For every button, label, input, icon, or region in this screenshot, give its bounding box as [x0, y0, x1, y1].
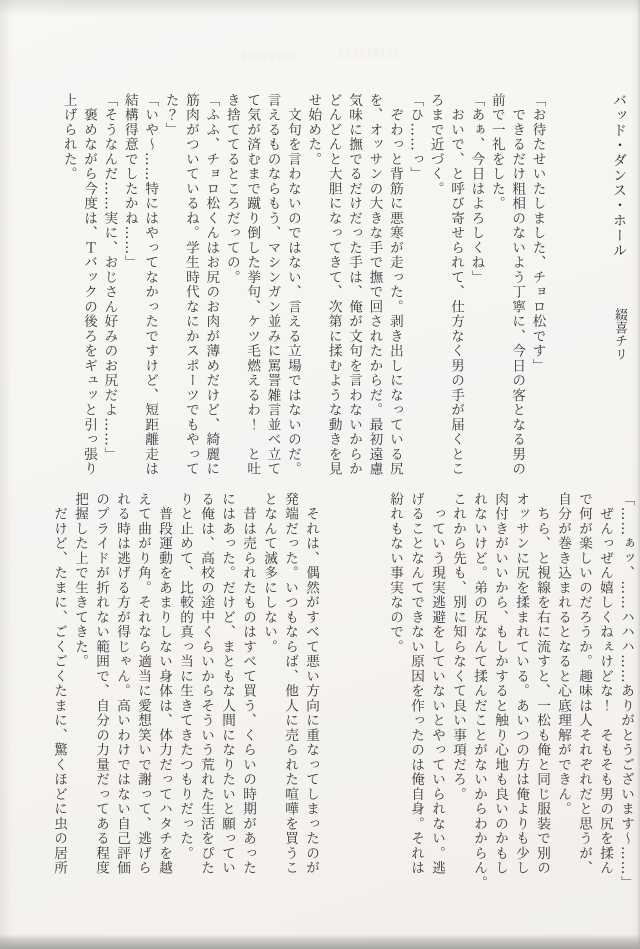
- lower-text-band: [48, 492, 636, 891]
- text-column: のプライドが折れない範囲で、自分の力量だってある程度: [93, 492, 109, 876]
- text-column: き捨ててるところだっての。: [223, 93, 240, 285]
- text-column: ぜんっぜん嬉しくねぇけどな！ そもそも男の尻を揉ん: [597, 492, 613, 876]
- text-column: 前で一礼をした。: [488, 93, 505, 211]
- text-column: オッサンに尻を揉まれている。あいつの方は俺よりも少し: [513, 492, 529, 876]
- text-column: 褒めながら今度は、Ｔバックの後ろをギュッと引っ張り: [81, 93, 98, 477]
- blank-column: [342, 492, 363, 876]
- text-column: おいで、と呼び寄せられて、仕方なく男の手が届くとこ: [448, 93, 465, 477]
- blank-column: [363, 492, 384, 876]
- text-column: 「お待たせいたしました、チョロ松です」: [529, 93, 546, 374]
- text-column: た？」: [162, 93, 179, 138]
- text-column: 「……ぁッ、……ハハハ……ありがとうございます〜……」: [618, 492, 634, 891]
- page-showthrough: [340, 49, 402, 58]
- text-column: できるだけ粗相のないよう丁寧に、今日の客となる男の: [509, 93, 526, 477]
- blank-column: [321, 492, 342, 876]
- text-column: それは、偶然がすべて悪い方向に重なってしまったのが: [303, 492, 319, 876]
- text-column: 発端だった。いつもならば、他人に売られた喧嘩を買うこ: [282, 492, 298, 876]
- text-column: 気味に撫でるだけだった手は、俺が文句を言わないからか: [346, 93, 363, 477]
- text-column: 「ふふ、チョロ松くんはお尻のお肉が薄めだけど、綺麗に: [203, 93, 220, 477]
- text-column: 上げられた。: [60, 93, 77, 182]
- text-column: 言えるものならもう、マシンガン並みに罵詈雑言並べ立て: [264, 93, 281, 477]
- text-column: る俺は、高校の途中くらいからそういう荒れた生活をぴた: [198, 492, 214, 876]
- text-column: 把握した上で生きてきた。: [72, 492, 88, 669]
- upper-text-band: [58, 93, 629, 477]
- text-column: て気が済むまで蹴り倒した挙句、ケツ毛燃えるわ！ と吐: [244, 93, 261, 477]
- text-column: ろまで近づく。: [427, 93, 444, 197]
- text-column: せ始めた。: [305, 93, 322, 167]
- text-column: で何が楽しいのだろうか。趣味は人それぞれだと思うが、: [576, 492, 592, 876]
- text-column: げることなんてできない原因を作ったのは俺自身。それは: [408, 492, 424, 876]
- page-showthrough: [243, 52, 295, 61]
- text-column: だけど、たまに、ごくごくたまに、驚くほどに虫の居所: [51, 492, 67, 876]
- text-column: ちら、と視線を右に流すと、一松も俺と同じ服装で別の: [534, 492, 550, 876]
- text-column: れないけど。弟の尻なんて揉んだことがないからわからん。: [471, 492, 487, 891]
- text-column: となんて滅多にしない。: [261, 492, 277, 655]
- text-column: を、オッサンの大きな手で撫で回されたからだ。最初遠慮: [366, 93, 383, 477]
- text-column: 肉付きがいいから、もしかすると触り心地も良いのかもし: [492, 492, 508, 876]
- text-column: 紛れもない事実なので。: [387, 492, 403, 655]
- page-edge-shadow-bottom: [0, 934, 640, 949]
- text-column: 結構得意でしたかね……」: [121, 93, 138, 270]
- text-column: れる時は逃げる方が得じゃん。高いわけではない自己評価: [114, 492, 130, 876]
- story-author: 綴喜チリ: [612, 308, 627, 361]
- text-column: 筋肉がついているね。学生時代なにかスポーツでもやって: [182, 93, 199, 477]
- text-column: これから先も、別に知らなくて良い事項だろ。: [450, 492, 466, 802]
- text-column: ぞわっと背筋に悪寒が走った。剥き出しになっている尻: [386, 93, 403, 477]
- text-column: 自分が巻き込まれるとなると心底理解ができん。: [555, 492, 571, 817]
- heading-column: [609, 93, 629, 477]
- text-column: っていう現実逃避をしていないとやっていられない。逃: [429, 492, 445, 876]
- text-column: 文句を言わないのではない、言える立場ではないのだ。: [284, 93, 301, 477]
- text-column: 昔は売られたものはすべて買う、くらいの時期があった: [240, 492, 256, 876]
- text-column: えて曲がり角。それなら適当に愛想笑いで謝って、逃げら: [135, 492, 151, 876]
- text-column: にはあった。だけど、まともな人間になりたいと願ってい: [219, 492, 235, 876]
- text-column: 「あぁ、今日はよろしくね」: [468, 93, 485, 285]
- text-column: 「いや〜……特にはやってなかったですけど、短距離走は: [142, 93, 159, 477]
- text-column: 普段運動をあまりしない身体は、体力だってハタチを越: [156, 492, 172, 876]
- story-title: バッド・ダンス・ホール: [611, 93, 627, 258]
- text-column: りと止めて、比較的真っ当に生きてきたつもりだった。: [177, 492, 193, 861]
- text-column: どんどんと大胆になってきて、次第に揉むような動きを見: [325, 93, 342, 477]
- text-column: 「ひ……っ」: [407, 93, 424, 182]
- text-column: 「そうなんだ……実に、おじさん好みのお尻だよ……」: [101, 93, 118, 462]
